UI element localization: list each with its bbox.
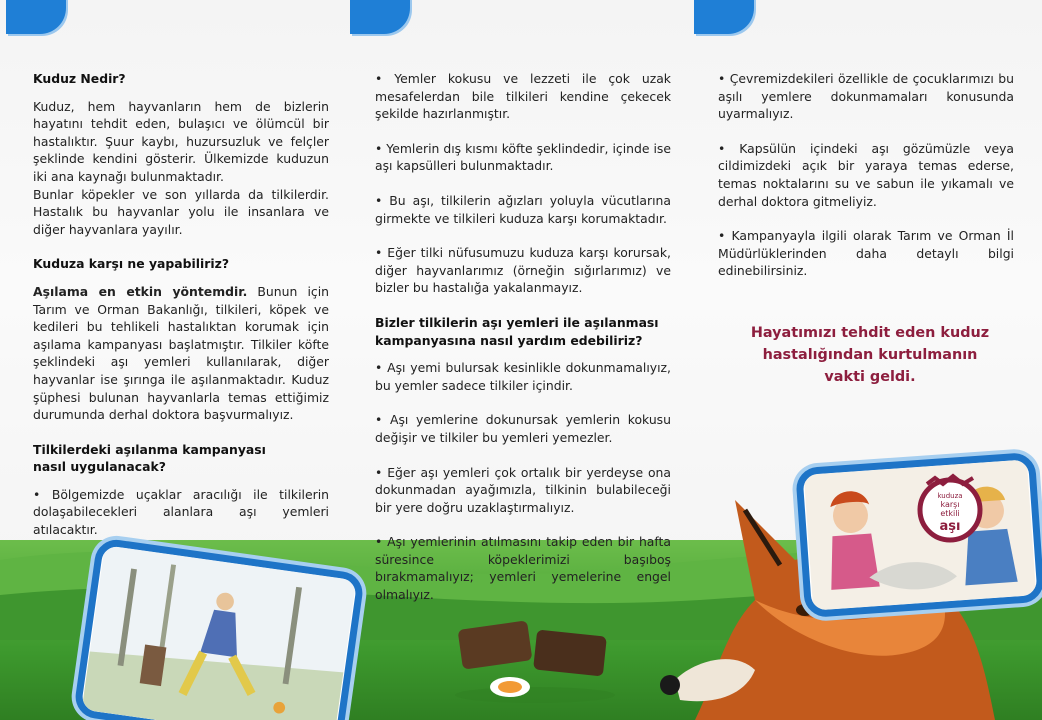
logo-text-2: karşı — [940, 500, 960, 509]
bullet-kopekler: • Aşı yemlerinin atılmasını takip eden bir hafta süresince köpeklerimizi başıboş bırakmamalıyız; yemleri yemelerine engel olmalıyız. — [375, 534, 671, 603]
slogan — [740, 322, 1000, 388]
bullet-koku-degisir: • Aşı yemlerine dokunursak yemlerin kokusu değişir ve tilkiler bu yemleri yemezler. — [375, 412, 671, 445]
column-1 — [33, 70, 329, 556]
bullet-ucaklar: • Bölgemizde uçaklar aracılığı ile tilkilerin dolaşabilecekleri alanlara aşı yemleri atılacaktır. — [33, 486, 329, 538]
logo-text-4: aşı — [939, 519, 961, 534]
top-tab-middle — [350, 0, 410, 34]
asilama-text: Bunun için Tarım ve Orman Bakanlığı, tilkileri, köpek ve kedileri bu tehlikeli hastalıktan korumak için aşılama kampanyası başlatmıştır. Tilkiler köfte şeklindeki aşı yemleri kullanılarak, diğer hayvanlar ise şırınga ile aşılanmaktadır. Kuduz şüphesi bulunan hayvanlarla temas ettiğimiz durumunda derhal doktora başvurmalıyız. — [33, 283, 329, 423]
vaccine-bait-image — [450, 615, 620, 705]
bullet-agiz-yolu: • Bu aşı, tilkilerin ağızları yoluyla vücutlarına girmekte ve tilkileri kuduza karşı korumaktadır. — [375, 192, 671, 226]
heading-kampanya-line2: nasıl uygulanacak? — [33, 459, 166, 475]
slogan-line2: hastalığından kurtulmanın — [762, 347, 978, 363]
bullet-cocuklar: • Çevremizdekileri özellikle de çocuklarımızı bu aşılı yemlere dokunmamaları konusunda uyarmalıyız. — [718, 71, 1014, 122]
paragraph-kuduz-tanim: Kuduz, hem hayvanların hem de bizlerin hayatını tehdit eden, bulaşıcı ve ölümcül bir hastalıktır. Şuur kaybı, huzursuzluk ve felçler şeklinde kendini gösterir. Ülkemizde kuduzun iki ana kaynağı bulunmaktadır. — [33, 98, 329, 184]
slogan-line3: vakti geldi. — [824, 369, 916, 385]
paragraph-kaynaklar: Bunlar köpekler ve son yıllarda da tilkilerdir. Hastalık bu hayvanlar yolu ile insanlara ve diğer hayvanlara yayılır. — [33, 186, 329, 237]
heading-kampanya-line1: Tilkilerdeki aşılanma kampanyası — [33, 441, 266, 457]
bullet-nufus: • Eğer tilki nüfusumuzu kuduza karşı korursak, diğer hayvanlarımız (örneğin sığırlarımız) ve bizler bu hastalığa yakalanmayız. — [375, 245, 671, 296]
column-3 — [718, 70, 1014, 297]
logo-text-1: kuduza — [937, 492, 963, 500]
top-tab-right — [694, 0, 754, 34]
forest-scene-illustration — [81, 545, 358, 720]
asilama-bold: Aşılama en etkin yöntemdir. — [33, 283, 248, 299]
vaccine-logo-badge — [913, 470, 987, 544]
bullet-dokunmamaliyiz: • Aşı yemi bulursak kesinlikle dokunmamalıyız, bu yemler sadece tilkiler içindir. — [375, 360, 671, 393]
heading-ne-yapabiliriz: Kuduza karşı ne yapabiliriz? — [33, 256, 230, 272]
bullet-kofte: • Yemlerin dış kısmı köfte şeklindedir, içinde ise aşı kapsülleri bulunmaktadır. — [375, 140, 671, 174]
heading-kuduz-nedir: Kuduz Nedir? — [33, 71, 126, 86]
bullet-ayakla-uzaklastir: • Eğer aşı yemleri çok ortalık bir yerdeyse ona dokunmadan ayağımızla, tilkinin bulabileceği bir yere doğru uzaklaştırmalıyız. — [375, 464, 671, 515]
column-2 — [375, 70, 671, 621]
logo-text-3: etkili — [940, 509, 960, 518]
heading-kampanya — [33, 441, 329, 476]
paragraph-asilama — [33, 283, 329, 424]
bullet-kapsul: • Kapsülün içindeki aşı gözümüzle veya cildimizdeki açık bir yaraya temas ederse, temas noktalarını su ve sabun ile yıkamalı ve derhal doktora gitmeliyiz. — [718, 140, 1014, 209]
bullet-yem-kokusu: • Yemler kokusu ve lezzeti ile çok uzak mesafelerdan bile tilkileri kendine çekecek şekilde hazırlanmıştır. — [375, 71, 671, 122]
top-tab-left — [6, 0, 66, 34]
slogan-line1: Hayatımızı tehdit eden kuduz — [750, 325, 990, 341]
heading-yardim: Bizler tilkilerin aşı yemleri ile aşılanması kampanyasına nasıl yardım edebiliriz? — [375, 314, 659, 348]
bullet-il-mudurlukleri: • Kampanyayla ilgili olarak Tarım ve Orman İl Müdürlüklerinden daha detaylı bilgi edinebilirsiniz. — [718, 228, 1014, 279]
